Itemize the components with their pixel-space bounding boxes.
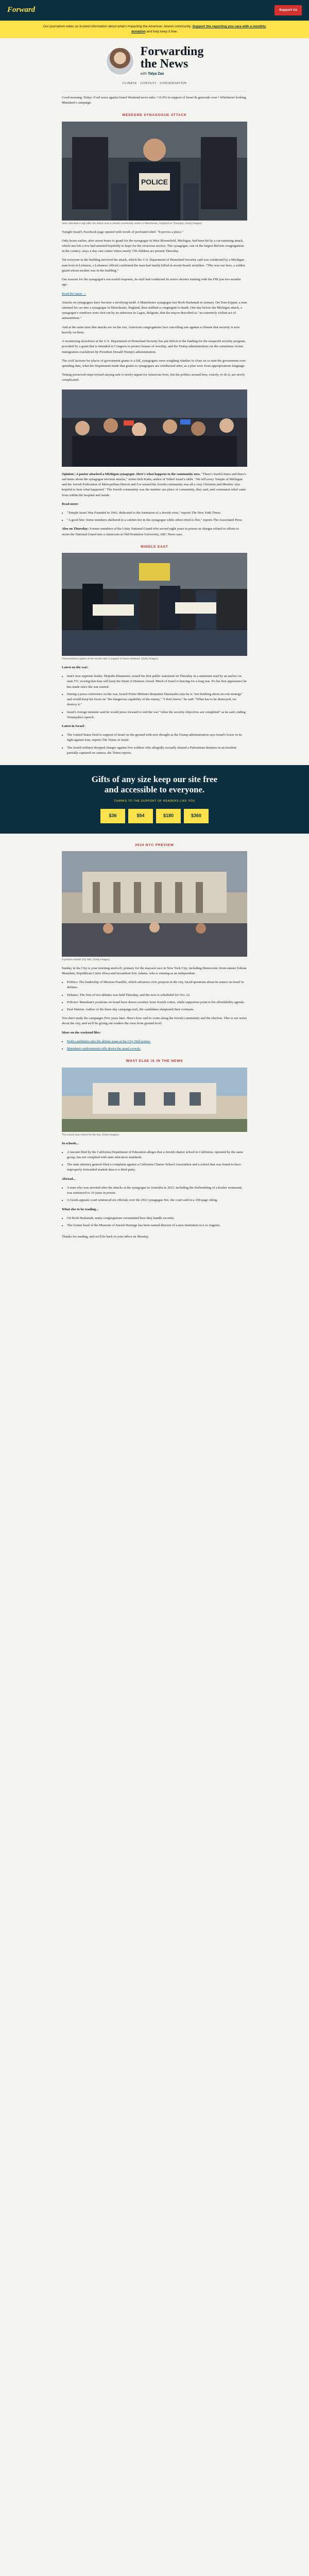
author-photo <box>106 47 134 76</box>
list-item: • Iran's new supreme leader, Mojtaba Khamenei, issued his first public statement on Thursday in a statement read by an anchor on state TV, vowing that Iran will keep the Strait of Hormuz closed. Much of Israel is bracing for a long war. It's his first appearance he has made since the war started. <box>67 674 247 690</box>
s2-lead-bold[interactable]: Opinion | A pastor attacked a Michigan synagogue. Here's what happens to the community now. <box>62 472 201 476</box>
promo-link[interactable]: Support the reporting you care with a monthly donation <box>131 25 266 34</box>
watch-list <box>62 1216 247 1228</box>
newsletter-body-2 <box>0 843 309 1240</box>
image-demonstrators <box>62 553 247 656</box>
donation-headline-2: and accessible to everyone. <box>104 785 205 795</box>
list-item: • During a press conference on the war, Israeli Prime Minister Benjamin Netanyahu says he is "not thinking about an exit strategy" and would keep his focus on "the dangerous capability of the enemy." "I don't know," he said. "What has to be destroyed, we destroy it." <box>67 692 247 708</box>
s2-also-label: Also on Thursday: <box>62 527 89 531</box>
nyc-bullet-list <box>62 980 247 1012</box>
donate-54-button[interactable]: $54 <box>128 809 153 823</box>
s2-read-more-label: Read more: <box>62 502 79 506</box>
watch-label: What else to be reading... <box>62 1207 99 1211</box>
promo-suffix: and help keep it free. <box>146 30 178 34</box>
s2-bullet-list <box>62 511 247 523</box>
abroad-label: Abroad... <box>62 1177 76 1181</box>
byline-prefix: with <box>140 72 147 76</box>
hero-image-police <box>62 122 247 221</box>
s1-paragraph-7: A monitoring slowdown at the U.S. Department of Homeland Security has put deficit in the funding for the nonprofit security program, provided by a grant that is intended in Congress to protect houses of worship, and the Trump administration cut the sometimes victim immigration crackdown by President Donald Trump's administration. <box>62 340 246 354</box>
section-head-news: WHAT ELSE IS IN THE NEWS <box>126 1059 183 1063</box>
nyc-caption: A protest outside City Hall. (Getty Images) <box>62 958 110 961</box>
list-item: • Politics: The leadership of Mission Possible, which advances civic projects in the city, faced questions about its stance on Israel in debates. <box>67 980 247 990</box>
list-item: • The Israeli military dropped charges against five soldiers who allegedly sexually abused a Palestinian detainee in an incident partially captured on camera, the Times reports. <box>67 745 247 756</box>
nyc-more-link-1[interactable]: Eight candidates take the debate stage at the City Hall primer. <box>67 1039 151 1043</box>
list-item: • The United States fired to support of Israel on the ground with new drought as the Trump administration says Israel's lower in its fight against Iran, reports The Times of Israel. <box>67 733 247 743</box>
donation-subtext: THANKS TO THE SUPPORT OF READERS LIKE YOU <box>114 800 195 803</box>
list-item: • "Temple Israel Was Founded in 1941, dedicated to the formation of a Jewish view," reports The New York Times <box>67 511 247 516</box>
me-caption: Demonstrators gather at the recent rally in support of those detained. (Getty Images) <box>62 657 159 661</box>
israel-bullet-list <box>62 733 247 756</box>
intro-paragraph: Good morning. Today: Ford wave against Israel Weekend news sales +16.9% in support of Israel & genocide over • Whichever looking Mamdani's campaign. <box>62 95 246 105</box>
s1-paragraph-8: The civil factions for places of government grants is a lull, synagogues were weighing whether to close on or start the government ever-spending date, what the Department made that grants to synagogues are reimbursed after, as a plan were from appropriations language. <box>62 359 247 368</box>
hero-caption: Jews attended a vigil after the attack near a Jewish community center in Manchester, England on Thursday. (Getty Images) <box>62 222 202 225</box>
list-item: • A man who was arrested after the attacks at the synagogue in Australia in 2023, including the firebombing of a kosher restaurant, was sentenced to 10 years in prison. <box>67 1185 247 1196</box>
nyc-paragraph-1: Sunday in the City is your morning send-off, primary for the mayoral race in New York City, including Democratic front-runner Zohran Mamdani, Republican Curtis Sliwa and incumbent Eric Adams, who is running as an independent. <box>62 966 247 975</box>
list-item: • A Greek appeals court sentenced six officials over the 2023 synagogue fire, the court said in a 100-page ruling. <box>67 1198 247 1203</box>
nyc-more-list <box>62 1039 247 1052</box>
s1-paragraph-9: Timing preserved steps toward staying safe is newly urgent for American Jews, but the politics around how, exactly, to do it, are newly complicated. <box>62 373 245 382</box>
s2-lead-rest: "There's fearful times and there's sad times about the synagogue terrorist attacks," writes Bob Kahn, author of Yehiel Israel's rabbi. "We tell every Temple of Michigan and the Jewish Federation of Metropolitan Detroit and I've sensed the Jewish community was all a very Christian and Muslim: also hopeful to hear what happened." The Jewish community was the number one place of community, they said, and communal relief came from within the hospital and inside. <box>62 472 246 497</box>
in-schools-label: In schools... <box>62 1141 79 1145</box>
masthead <box>0 38 309 80</box>
nyc-more-link-2[interactable]: Mamdani's endorsement rally draws the usual crowds. <box>67 1047 141 1051</box>
forward-logo[interactable]: Forward <box>7 6 36 14</box>
image-city-hall <box>62 851 247 957</box>
image-school <box>62 1067 247 1132</box>
support-us-button[interactable]: Support Us <box>274 5 302 15</box>
signoff: Thanks for reading, and we'll be back in your inbox on Monday. <box>62 1235 149 1239</box>
s1-paragraph-3: Yet everyone in the building survived the attack, which the U.S. Department of Homeland Security said was conducted by a Michigan man born in Lebanon, a Lebanese official confirmed the man had family killed in recent Israeli airstrikes. "This was our hero, a soldier guard whose mother was in the building." <box>62 258 245 273</box>
promo-text: Our journalism relies on trusted information about what's impacting the American Jewish community. <box>43 25 192 28</box>
list-item: • On Rosh Hashanah, many congregations reexamined how they handle security. <box>67 1216 247 1221</box>
list-item: • Israel's foreign minister said he would press forward to end the war "when the security objectives are completed" as he said, ending Netanyahu's speech. <box>67 710 247 720</box>
list-item: • The former head of the Museum of Jewish Heritage has been named director of a new institution in Los Angeles. <box>67 1223 247 1228</box>
byline-author: Talya Zax <box>148 72 164 76</box>
donate-36-button[interactable]: $36 <box>100 809 125 823</box>
list-item: • Policies: Mamdani's positions on Israel have drawn scrutiny from Jewish voters, while supporters point to his affordability agenda. <box>67 1000 247 1005</box>
newsletter-title-1: Forwarding <box>140 45 204 59</box>
news-caption: The school was closed for the day. (Getty Images) <box>62 1133 119 1137</box>
tagline: CLIMATE · CONTEXT · CONVERSATION <box>62 80 247 92</box>
s1-paragraph-5: Attacks on synagogues have become a terrifying mold. A Manchester synagogue last Rosh Hashanah in January. On Yom Kippur, a man rammed his car into a synagogue in Manchester, England, then stabbed a congregant to death. One day before the Michigan attack, a synagogue's windows were shot out by an unknown in Lagos, Belgium, that the mayor described as "an extremely violent act of antisemitism." <box>62 300 247 320</box>
list-item: • Debates: The first of two debates was held Thursday, and the next is scheduled for Oct. 22. <box>67 993 247 998</box>
section-head-nyc: 2024 NYC PREVIEW <box>135 843 174 847</box>
s1-paragraph-1: Tonight Israel's Facebook page opened with words of profound relief. "It proves a place." <box>62 230 183 234</box>
section-head-attack: WEEKEND SYNAGOGUE ATTACK <box>122 113 187 117</box>
newsletter-title-2: the News <box>140 57 188 71</box>
s1-paragraph-6: And at the same time that attacks are on the rise, American congregations face cancelling one against a climate that security is now heavily on them. <box>62 325 240 334</box>
s2-also-text: Former members of the Unity National Guard who served eight years in prison on charges related to efforts to storm the National Guard into a classroom at Old Dominion University, ABC News says. <box>62 527 239 536</box>
list-item: • A lawsuit filed by the California Department of Education alleges that a Jewish charter school in California, operated by the same group, has not complied with state education standards. <box>67 1150 247 1160</box>
svg-text:POLICE: POLICE <box>141 177 168 186</box>
image-vigil-crowd <box>62 389 247 467</box>
me-latest-label: Latest on the war: <box>62 666 89 670</box>
israel-latest-label: Latest in Israel: <box>62 724 85 728</box>
top-bar <box>0 0 309 21</box>
donation-amounts <box>0 809 309 823</box>
nyc-paragraph-2: You don't study the campaigns Five years later. Here's how said to come along the Jewish community and the election. This is our series about the city, and we'll be giving our readers the view from ground level. <box>62 1016 247 1026</box>
s1-paragraph-2: Only hours earlier, after seven hours to guard for the synagogue in West Bloomfield, Michigan, had been hit by a car-ramming attack, which one left a few had assisted hopefully to hope for the vivacious service. The synagogue, one of the largest Reform congregations in the country, stays a day care center where nearly 150 children are present Thursday. <box>62 239 245 253</box>
donate-180-button[interactable]: $180 <box>156 809 181 823</box>
nyc-more-label: More on the weekend files: <box>62 1030 101 1035</box>
donation-headline-1: Gifts of any size keep our site free <box>91 774 218 785</box>
newsletter-body <box>0 95 309 756</box>
list-item: • Paul Danton: Author of the three-day campaign trail, the candidates sharpened their contrasts. <box>67 1007 247 1012</box>
s1-read-more-link[interactable]: Read the latest → <box>62 292 87 296</box>
promo-banner <box>0 21 309 38</box>
donate-360-button[interactable]: $360 <box>184 809 209 823</box>
schools-list <box>62 1150 247 1173</box>
list-item: • "A good line: Some members sheltered in a cabinet tier in the synagogue while others tried to flee," reports The Associated Press <box>67 518 247 523</box>
list-item: • The state attorney general filed a complaint against a California Charter School Association and a school that was found to have improperly forwarded student data to a third party. <box>67 1162 247 1173</box>
s1-paragraph-4: Our reasons for the synagogue's successful response, its staff had conducted its active shooter training with the FBI just two months ago. <box>62 278 241 287</box>
abroad-list <box>62 1185 247 1204</box>
me-bullet-list <box>62 674 247 720</box>
section-head-middle-east: MIDDLE EAST <box>141 545 168 549</box>
donation-banner <box>0 765 309 833</box>
